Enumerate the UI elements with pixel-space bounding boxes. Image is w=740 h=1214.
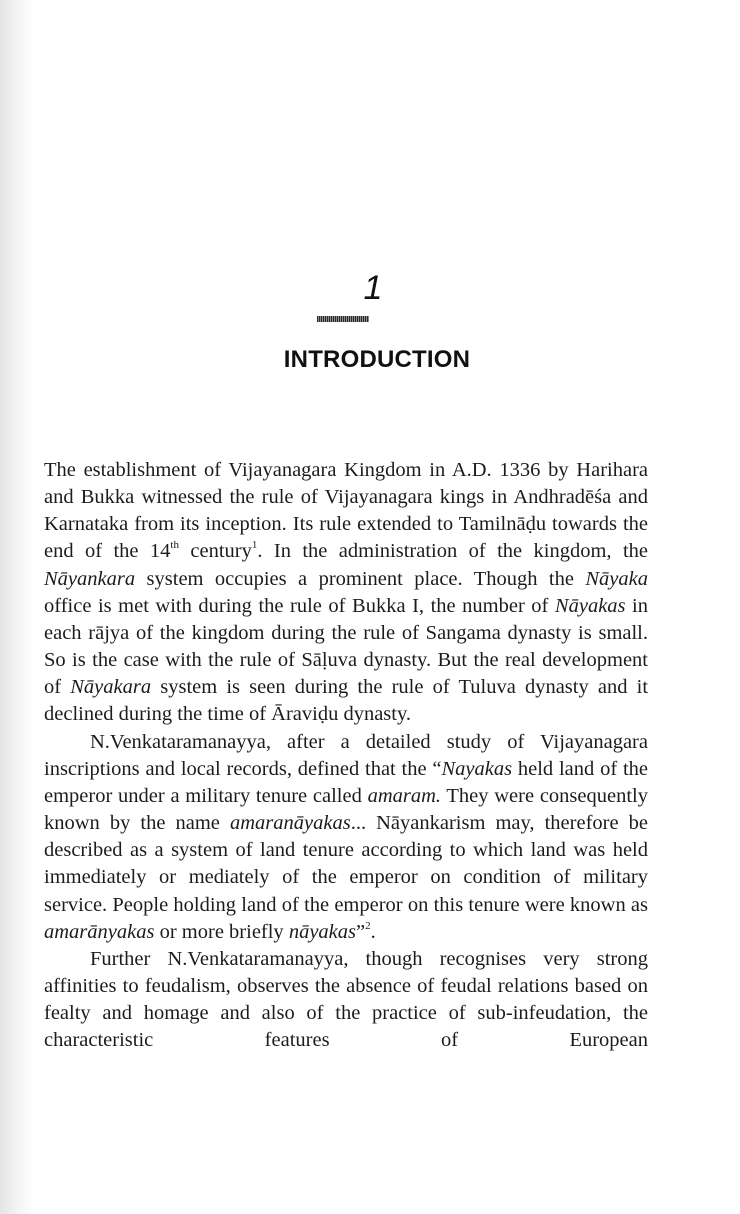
text-run: held land of the emperor under a military tenure called xyxy=(44,757,648,807)
italic-term: Nāyakara xyxy=(70,676,152,699)
italic-term: Nāyaka xyxy=(585,567,648,590)
italic-term: Nāyakas xyxy=(554,594,626,617)
italic-term: Nayakas xyxy=(441,757,513,780)
text-run: system is seen during the rule of Tuluva dynasty and it declined during the time of Āraviḍu dynasty. xyxy=(44,676,649,726)
text-run: system occupies a prominent place. Though the xyxy=(135,567,586,590)
text-run: ” xyxy=(356,920,366,943)
text-run: office is met with during the rule of Bukka I, the number of xyxy=(44,594,555,617)
paragraph-2 xyxy=(44,729,648,946)
text-run: They were consequently known by the name xyxy=(44,784,648,835)
text-run: . In the administration of the kingdom, the xyxy=(257,540,648,563)
italic-term: Nāyankara xyxy=(44,567,136,590)
italic-term: amarānyakas xyxy=(44,920,155,943)
italic-term: nāyakas xyxy=(288,920,356,943)
text-run: The establishment of Vijayanagara Kingdom in A.D. 1336 by Harihara and Bukka witnessed the rule of Vijayanagara kings in Andhradēśa and Karnataka from its inception. Its rule extended to Tamilnāḍu towards the end of the 14 xyxy=(44,459,648,563)
text-run: century xyxy=(178,540,252,563)
superscript: 2 xyxy=(365,919,371,932)
text-run: . xyxy=(370,920,376,943)
italic-term: amaranāyakas xyxy=(229,812,351,835)
superscript: th xyxy=(170,539,179,552)
chapter-number-underline xyxy=(317,316,369,322)
body-text xyxy=(44,457,648,1054)
text-run: N.Venkataramanayya, after a detailed study of Vijayanagara inscriptions and local records, defined that the “ xyxy=(44,730,648,780)
page-gutter-shadow xyxy=(0,0,34,1214)
chapter-title: INTRODUCTION xyxy=(283,346,471,373)
chapter-number: 1 xyxy=(363,269,383,307)
text-run: or more briefly xyxy=(154,920,289,943)
superscript: 1 xyxy=(251,539,258,552)
italic-term: amaram. xyxy=(367,784,442,807)
text-run: ... Nāyankarism may, therefore be described as a system of land tenure according to which land was held immediately or mediately of the emperor on condition of military service. People holding land of the emperor on this tenure were known as xyxy=(44,812,648,916)
paragraph-1 xyxy=(44,457,648,729)
text-run: Further N.Venkataramanayya, though recognises very strong affinities to feudalism, observes the absence of feudal relations based on fealty and homage and also of the practice of sub-infeudation, the characteristic features of European xyxy=(44,947,648,1052)
text-run: in each rājya of the kingdom during the rule of Sangama dynasty is small. So is the case with the rule of Sāḷuva dynasty. But the real development of xyxy=(44,594,649,699)
paragraph-3 xyxy=(44,946,648,1055)
